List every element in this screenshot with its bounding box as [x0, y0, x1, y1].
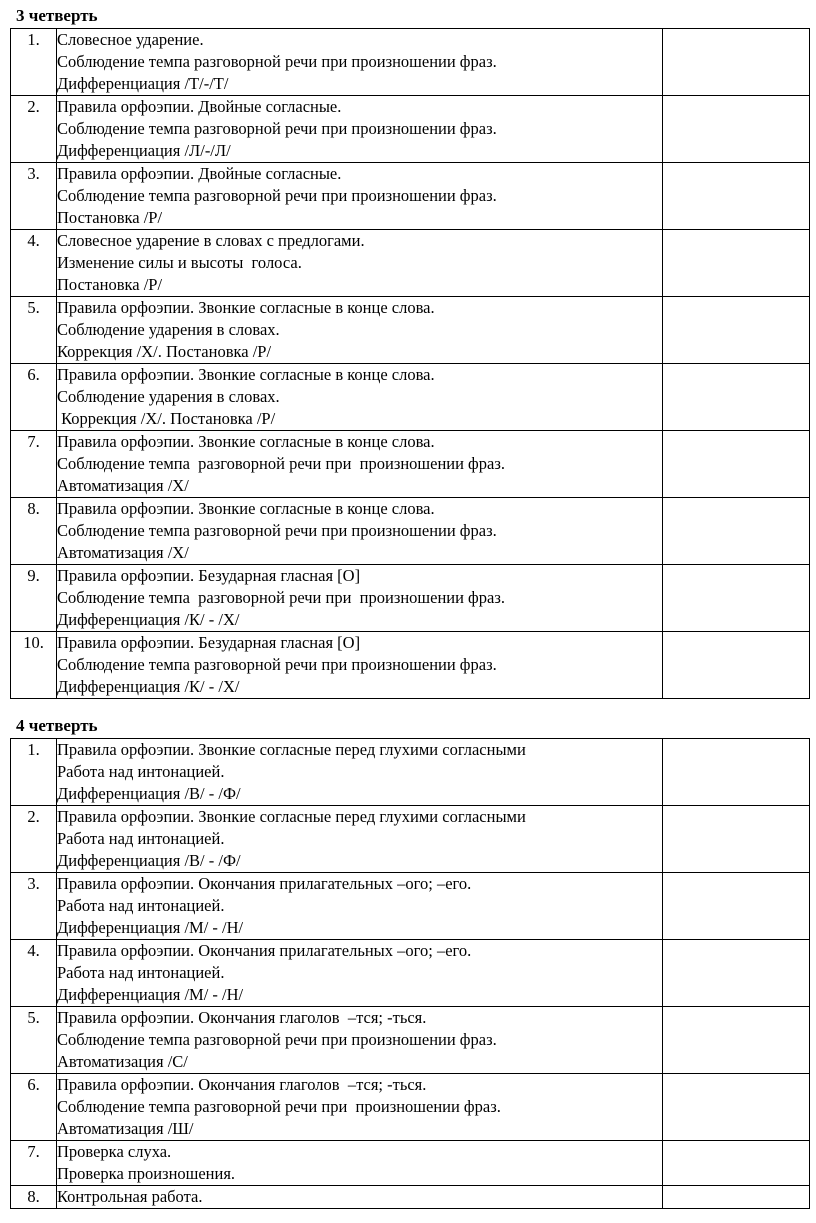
lesson-row — [11, 498, 810, 565]
lesson-mark-cell — [663, 163, 810, 230]
lesson-number-cell — [11, 1186, 57, 1209]
lesson-topic-line: Постановка /Р/ — [57, 275, 163, 294]
lesson-topic-line: Дифференциация /М/ - /Н/ — [57, 918, 244, 937]
lesson-row — [11, 163, 810, 230]
lesson-mark-cell — [663, 431, 810, 498]
lesson-mark-cell — [663, 96, 810, 163]
lesson-mark-cell — [663, 739, 810, 806]
lesson-number: 9. — [27, 566, 40, 585]
lesson-topic-line: Словесное ударение. — [57, 30, 204, 49]
lesson-row — [11, 29, 810, 96]
lesson-number: 10. — [23, 633, 44, 652]
lesson-topic-line: Правила орфоэпии. Звонкие согласные в конце слова. — [57, 432, 435, 451]
lesson-topic-line: Проверка слуха. — [57, 1142, 172, 1161]
lesson-topic-line: Автоматизация /Х/ — [57, 543, 189, 562]
quarter-3-title: 3 четверть — [16, 6, 98, 25]
lesson-number-cell — [11, 163, 57, 230]
lesson-mark-cell — [663, 230, 810, 297]
lesson-number: 3. — [27, 164, 40, 183]
lesson-row — [11, 1007, 810, 1074]
lesson-topic-line: Коррекция /Х/. Постановка /Р/ — [57, 409, 276, 428]
lesson-number-cell — [11, 632, 57, 699]
lesson-row — [11, 1186, 810, 1209]
lesson-topic-line: Автоматизация /Ш/ — [57, 1119, 194, 1138]
lesson-mark-cell — [663, 29, 810, 96]
lesson-row — [11, 632, 810, 699]
lesson-topic-line: Соблюдение темпа разговорной речи при произношении фраз. — [57, 655, 497, 674]
lesson-topic-cell — [57, 29, 663, 96]
lesson-number-cell — [11, 565, 57, 632]
lesson-topic-cell — [57, 163, 663, 230]
lesson-topic-cell — [57, 364, 663, 431]
lesson-mark-cell — [663, 1074, 810, 1141]
lesson-number: 6. — [27, 365, 40, 384]
lesson-topic-line: Работа над интонацией. — [57, 963, 225, 982]
lesson-mark-cell — [663, 940, 810, 1007]
lesson-topic-line: Работа над интонацией. — [57, 762, 225, 781]
lesson-topic-line: Правила орфоэпии. Звонкие согласные перед глухими согласными — [57, 740, 526, 759]
lesson-number-cell — [11, 940, 57, 1007]
lesson-number-cell — [11, 1074, 57, 1141]
lesson-mark-cell — [663, 1141, 810, 1186]
lesson-topic-line: Изменение силы и высоты голоса. — [57, 253, 302, 272]
lesson-number: 1. — [27, 740, 40, 759]
lesson-number: 3. — [27, 874, 40, 893]
lesson-row — [11, 1074, 810, 1141]
lesson-topic-line: Словесное ударение в словах с предлогами. — [57, 231, 365, 250]
lesson-number: 5. — [27, 298, 40, 317]
lesson-topic-line: Соблюдение темпа разговорной речи при произношении фраз. — [57, 1030, 497, 1049]
lesson-row — [11, 364, 810, 431]
lesson-topic-line: Правила орфоэпии. Звонкие согласные в конце слова. — [57, 365, 435, 384]
lesson-number-cell — [11, 873, 57, 940]
lesson-row — [11, 565, 810, 632]
lesson-number-cell — [11, 431, 57, 498]
lesson-topic-line: Соблюдение темпа разговорной речи при произношении фраз. — [57, 52, 497, 71]
lesson-topic-line: Дифференциация /К/ - /Х/ — [57, 677, 240, 696]
lesson-topic-line: Дифференциация /В/ - /Ф/ — [57, 784, 241, 803]
lesson-topic-line: Контрольная работа. — [57, 1187, 203, 1206]
lesson-row — [11, 1141, 810, 1186]
lesson-mark-cell — [663, 498, 810, 565]
quarter-4-table — [10, 738, 810, 1209]
lesson-topic-cell — [57, 297, 663, 364]
lesson-topic-line: Правила орфоэпии. Звонкие согласные в конце слова. — [57, 499, 435, 518]
lesson-number-cell — [11, 364, 57, 431]
lesson-number: 1. — [27, 30, 40, 49]
lesson-topic-cell — [57, 1007, 663, 1074]
lesson-number-cell — [11, 739, 57, 806]
lesson-number: 8. — [27, 499, 40, 518]
lesson-number: 5. — [27, 1008, 40, 1027]
lesson-topic-cell — [57, 1186, 663, 1209]
lesson-topic-cell — [57, 806, 663, 873]
lesson-topic-line: Соблюдение ударения в словах. — [57, 320, 280, 339]
lesson-number: 4. — [27, 941, 40, 960]
lesson-number-cell — [11, 96, 57, 163]
lesson-topic-cell — [57, 632, 663, 699]
lesson-mark-cell — [663, 1186, 810, 1209]
lesson-topic-cell — [57, 873, 663, 940]
lesson-topic-line: Соблюдение темпа разговорной речи при произношении фраз. — [57, 588, 505, 607]
lesson-topic-line: Правила орфоэпии. Окончания глаголов –тся; -ться. — [57, 1008, 427, 1027]
lesson-number-cell — [11, 498, 57, 565]
lesson-topic-cell — [57, 431, 663, 498]
quarter-4-title: 4 четверть — [16, 716, 98, 735]
lesson-topic-line: Коррекция /Х/. Постановка /Р/ — [57, 342, 272, 361]
quarter-3-table — [10, 28, 810, 699]
lesson-topic-line: Соблюдение темпа разговорной речи при произношении фраз. — [57, 454, 505, 473]
lesson-topic-cell — [57, 498, 663, 565]
lesson-row — [11, 297, 810, 364]
lesson-topic-line: Соблюдение темпа разговорной речи при произношении фраз. — [57, 1097, 501, 1116]
lesson-number-cell — [11, 230, 57, 297]
lesson-row — [11, 873, 810, 940]
quarter-4-table-body — [11, 739, 810, 1209]
lesson-row — [11, 96, 810, 163]
lesson-topic-line: Дифференциация /Л/-/Л/ — [57, 141, 231, 160]
lesson-number-cell — [11, 1007, 57, 1074]
lesson-row — [11, 431, 810, 498]
lesson-mark-cell — [663, 632, 810, 699]
lesson-topic-line: Проверка произношения. — [57, 1164, 236, 1183]
lesson-topic-line: Соблюдение темпа разговорной речи при произношении фраз. — [57, 521, 497, 540]
lesson-topic-line: Соблюдение темпа разговорной речи при произношении фраз. — [57, 186, 497, 205]
lesson-topic-line: Правила орфоэпии. Двойные согласные. — [57, 97, 342, 116]
lesson-mark-cell — [663, 364, 810, 431]
lesson-number-cell — [11, 29, 57, 96]
lesson-number: 2. — [27, 807, 40, 826]
lesson-mark-cell — [663, 806, 810, 873]
lesson-topic-cell — [57, 1141, 663, 1186]
lesson-number: 2. — [27, 97, 40, 116]
lesson-number: 6. — [27, 1075, 40, 1094]
lesson-topic-line: Работа над интонацией. — [57, 829, 225, 848]
lesson-mark-cell — [663, 297, 810, 364]
lesson-mark-cell — [663, 873, 810, 940]
lesson-row — [11, 806, 810, 873]
lesson-topic-cell — [57, 1074, 663, 1141]
lesson-topic-line: Правила орфоэпии. Звонкие согласные в конце слова. — [57, 298, 435, 317]
lesson-topic-line: Правила орфоэпии. Звонкие согласные перед глухими согласными — [57, 807, 526, 826]
lesson-topic-cell — [57, 96, 663, 163]
lesson-topic-line: Правила орфоэпии. Окончания прилагательных –ого; –его. — [57, 874, 472, 893]
lesson-row — [11, 230, 810, 297]
lesson-row — [11, 739, 810, 806]
lesson-mark-cell — [663, 565, 810, 632]
lesson-topic-line: Дифференциация /В/ - /Ф/ — [57, 851, 241, 870]
lesson-topic-line: Правила орфоэпии. Безударная гласная [О] — [57, 633, 361, 652]
lesson-number: 8. — [27, 1187, 40, 1206]
lesson-topic-line: Правила орфоэпии. Окончания прилагательных –ого; –его. — [57, 941, 472, 960]
lesson-number-cell — [11, 806, 57, 873]
lesson-topic-line: Правила орфоэпии. Окончания глаголов –тся; -ться. — [57, 1075, 427, 1094]
lesson-topic-cell — [57, 940, 663, 1007]
lesson-topic-line: Правила орфоэпии. Двойные согласные. — [57, 164, 342, 183]
lesson-number: 4. — [27, 231, 40, 250]
lesson-topic-line: Правила орфоэпии. Безударная гласная [О] — [57, 566, 361, 585]
lesson-number: 7. — [27, 432, 40, 451]
lesson-number-cell — [11, 1141, 57, 1186]
lesson-topic-line: Дифференциация /М/ - /Н/ — [57, 985, 244, 1004]
lesson-number: 7. — [27, 1142, 40, 1161]
lesson-topic-line: Соблюдение ударения в словах. — [57, 387, 280, 406]
lesson-topic-line: Соблюдение темпа разговорной речи при произношении фраз. — [57, 119, 497, 138]
lesson-topic-line: Автоматизация /С/ — [57, 1052, 188, 1071]
lesson-number-cell — [11, 297, 57, 364]
lesson-row — [11, 940, 810, 1007]
lesson-topic-line: Дифференциация /К/ - /Х/ — [57, 610, 240, 629]
lesson-topic-line: Работа над интонацией. — [57, 896, 225, 915]
lesson-topic-line: Постановка /Р/ — [57, 208, 163, 227]
lesson-mark-cell — [663, 1007, 810, 1074]
lesson-topic-line: Автоматизация /Х/ — [57, 476, 189, 495]
quarter-3-table-body — [11, 29, 810, 699]
lesson-topic-cell — [57, 739, 663, 806]
lesson-topic-line: Дифференциация /Т/-/Т/ — [57, 74, 229, 93]
lesson-topic-cell — [57, 230, 663, 297]
lesson-topic-cell — [57, 565, 663, 632]
